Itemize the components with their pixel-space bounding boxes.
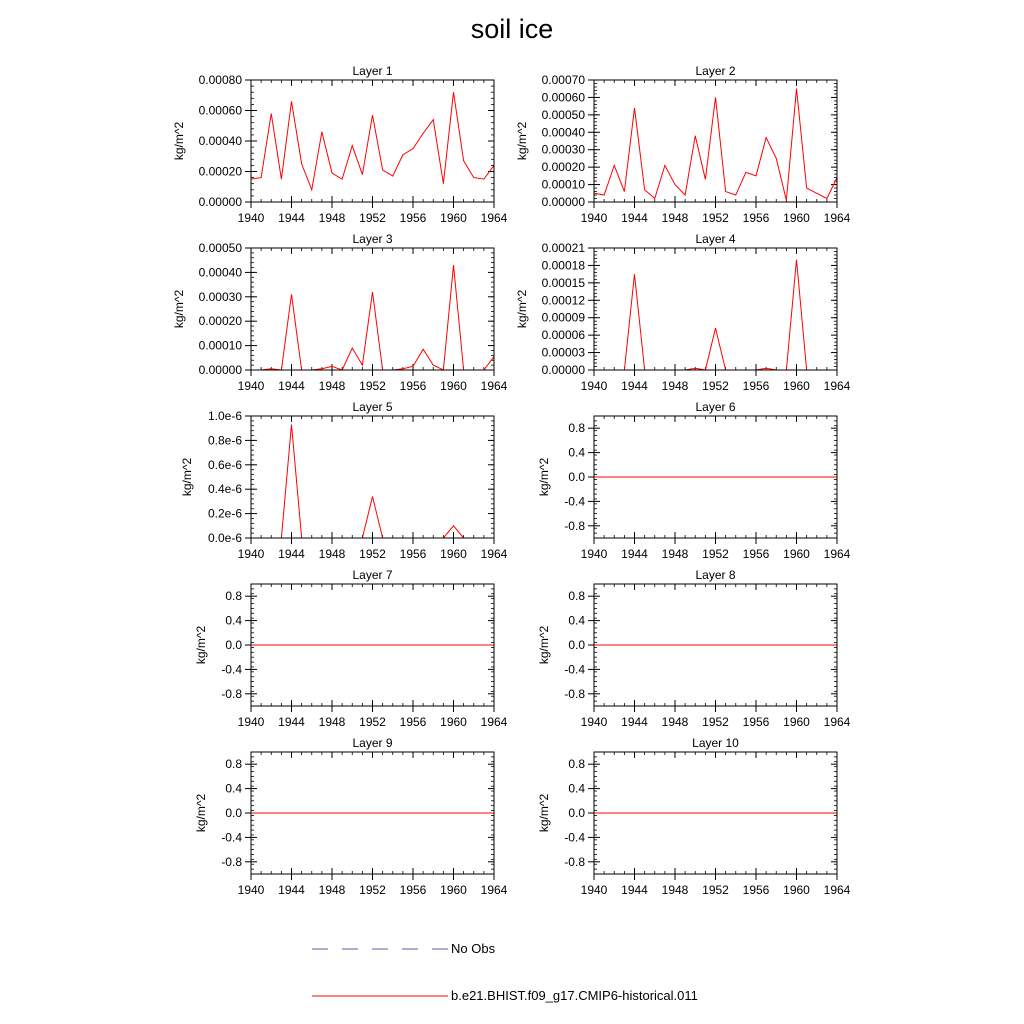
x-tick-label-layer-10: 1964	[823, 883, 851, 897]
legend-label-model: b.e21.BHIST.f09_g17.CMIP6-historical.011	[451, 988, 698, 1003]
y-tick-label-layer-4: 0.00006	[541, 328, 585, 343]
y-tick-label-layer-9: 0.8	[225, 757, 242, 772]
y-tick-label-layer-4: 0.00012	[541, 293, 585, 308]
x-tick-label-layer-1: 1944	[278, 211, 305, 225]
y-axis-label-layer-5: kg/m^2	[180, 457, 194, 497]
x-tick-label-layer-6: 1940	[580, 547, 608, 561]
x-tick-label-layer-9: 1964	[480, 883, 508, 897]
y-tick-label-layer-3: 0.00020	[198, 314, 242, 329]
x-tick-label-layer-3: 1956	[399, 379, 427, 393]
y-tick-label-layer-2: 0.00070	[541, 73, 585, 87]
x-tick-label-layer-9: 1952	[359, 883, 386, 897]
x-tick-label-layer-4: 1964	[823, 379, 851, 393]
legend-label-no-obs: No Obs	[451, 941, 496, 956]
x-tick-label-layer-9: 1940	[237, 883, 265, 897]
y-tick-label-layer-1: 0.00060	[198, 103, 242, 118]
x-tick-label-layer-1: 1964	[480, 211, 508, 225]
y-tick-label-layer-4: 0.00021	[541, 241, 585, 255]
x-tick-label-layer-3: 1960	[440, 379, 467, 393]
series-line-layer-2	[594, 89, 837, 201]
y-tick-label-layer-2: 0.00010	[541, 177, 585, 192]
x-tick-label-layer-2: 1940	[580, 211, 608, 225]
y-axis-label-layer-2: kg/m^2	[515, 121, 529, 161]
y-tick-label-layer-3: 0.00040	[198, 265, 242, 280]
series-line-layer-1	[251, 92, 494, 190]
x-tick-label-layer-9: 1944	[278, 883, 305, 897]
y-tick-label-layer-7: 0.8	[225, 589, 242, 604]
x-tick-label-layer-2: 1948	[661, 211, 689, 225]
y-tick-label-layer-2: 0.00030	[541, 142, 585, 157]
panel-title-layer-10: Layer 10	[692, 736, 739, 750]
panel-title-layer-8: Layer 8	[695, 568, 736, 582]
chart-panel-layer-7	[194, 568, 508, 729]
x-tick-label-layer-10: 1944	[621, 883, 648, 897]
y-tick-label-layer-9: 0.0	[225, 806, 242, 820]
chart-panel-layer-9	[194, 736, 508, 897]
y-axis-label-layer-1: kg/m^2	[172, 121, 186, 161]
x-tick-label-layer-10: 1940	[580, 883, 608, 897]
x-tick-label-layer-9: 1960	[440, 883, 467, 897]
x-tick-label-layer-5: 1952	[359, 547, 386, 561]
y-tick-label-layer-6: 0.8	[568, 421, 585, 436]
y-axis-label-layer-8: kg/m^2	[537, 625, 551, 665]
x-tick-label-layer-2: 1956	[742, 211, 770, 225]
y-axis-label-layer-6: kg/m^2	[537, 457, 551, 497]
y-tick-label-layer-9: 0.4	[225, 781, 242, 796]
x-tick-label-layer-7: 1956	[399, 715, 427, 729]
y-tick-label-layer-3: 0.00000	[198, 363, 242, 377]
x-tick-label-layer-8: 1952	[702, 715, 729, 729]
y-tick-label-layer-1: 0.00040	[198, 134, 242, 148]
y-axis-label-layer-10: kg/m^2	[537, 793, 551, 833]
x-tick-label-layer-3: 1944	[278, 379, 305, 393]
x-tick-label-layer-4: 1960	[783, 379, 810, 393]
x-tick-label-layer-8: 1964	[823, 715, 851, 729]
x-tick-label-layer-4: 1956	[742, 379, 770, 393]
y-tick-label-layer-1: 0.00080	[198, 73, 242, 87]
x-tick-label-layer-1: 1952	[359, 211, 386, 225]
y-tick-label-layer-1: 0.00020	[198, 164, 242, 179]
y-tick-label-layer-2: 0.00040	[541, 125, 585, 140]
x-tick-label-layer-6: 1960	[783, 547, 810, 561]
x-tick-label-layer-5: 1940	[237, 547, 265, 561]
y-tick-label-layer-10: -0.8	[564, 854, 585, 869]
y-tick-label-layer-8: -0.4	[564, 662, 585, 677]
y-tick-label-layer-2: 0.00060	[541, 90, 585, 105]
y-axis-label-layer-9: kg/m^2	[194, 793, 208, 833]
x-tick-label-layer-3: 1948	[318, 379, 346, 393]
y-tick-label-layer-7: -0.8	[221, 686, 242, 701]
plot-frame-layer-1	[251, 80, 494, 202]
y-tick-label-layer-8: 0.4	[568, 613, 585, 628]
chart-panel-layer-10	[537, 736, 851, 897]
y-tick-label-layer-10: 0.0	[568, 806, 585, 820]
series-line-layer-3	[251, 265, 494, 370]
figure-title: soil ice	[470, 14, 554, 44]
x-tick-label-layer-7: 1944	[278, 715, 305, 729]
chart-panel-layer-1	[172, 64, 508, 225]
x-tick-label-layer-3: 1952	[359, 379, 386, 393]
y-tick-label-layer-8: 0.8	[568, 589, 585, 604]
chart-panel-layer-5	[180, 400, 508, 561]
x-tick-label-layer-6: 1948	[661, 547, 689, 561]
x-tick-label-layer-5: 1944	[278, 547, 305, 561]
y-tick-label-layer-10: 0.4	[568, 781, 585, 796]
chart-panel-layer-4	[515, 232, 851, 393]
y-tick-label-layer-9: -0.4	[221, 830, 242, 845]
x-tick-label-layer-5: 1956	[399, 547, 427, 561]
x-tick-label-layer-2: 1964	[823, 211, 851, 225]
y-tick-label-layer-10: 0.8	[568, 757, 585, 772]
x-tick-label-layer-1: 1960	[440, 211, 467, 225]
panel-title-layer-1: Layer 1	[352, 64, 393, 78]
y-tick-label-layer-8: -0.8	[564, 686, 585, 701]
x-tick-label-layer-6: 1944	[621, 547, 648, 561]
x-tick-label-layer-2: 1944	[621, 211, 648, 225]
y-axis-label-layer-7: kg/m^2	[194, 625, 208, 665]
x-tick-label-layer-4: 1944	[621, 379, 648, 393]
x-tick-label-layer-5: 1964	[480, 547, 508, 561]
x-tick-label-layer-1: 1940	[237, 211, 265, 225]
y-tick-label-layer-6: -0.8	[564, 518, 585, 533]
x-tick-label-layer-7: 1952	[359, 715, 386, 729]
y-axis-label-layer-3: kg/m^2	[172, 289, 186, 329]
x-tick-label-layer-3: 1964	[480, 379, 508, 393]
chart-panel-layer-2	[515, 64, 851, 225]
x-tick-label-layer-1: 1956	[399, 211, 427, 225]
y-tick-label-layer-7: -0.4	[221, 662, 242, 677]
x-tick-label-layer-9: 1948	[318, 883, 346, 897]
panel-title-layer-6: Layer 6	[695, 400, 736, 414]
panel-title-layer-4: Layer 4	[695, 232, 736, 246]
x-tick-label-layer-5: 1960	[440, 547, 467, 561]
x-tick-label-layer-5: 1948	[318, 547, 346, 561]
y-tick-label-layer-2: 0.00000	[541, 195, 585, 209]
series-line-layer-4	[594, 260, 837, 370]
x-tick-label-layer-1: 1948	[318, 211, 346, 225]
y-tick-label-layer-6: 0.4	[568, 445, 585, 460]
y-tick-label-layer-5: 0.6e-6	[207, 457, 242, 472]
panel-title-layer-9: Layer 9	[352, 736, 393, 750]
x-tick-label-layer-8: 1940	[580, 715, 608, 729]
y-tick-label-layer-2: 0.00050	[541, 107, 585, 122]
chart-panel-layer-3	[172, 232, 508, 393]
x-tick-label-layer-10: 1952	[702, 883, 729, 897]
x-tick-label-layer-6: 1952	[702, 547, 729, 561]
y-tick-label-layer-6: -0.4	[564, 494, 585, 509]
x-tick-label-layer-9: 1956	[399, 883, 427, 897]
y-tick-label-layer-4: 0.00000	[541, 363, 585, 377]
series-line-layer-5	[251, 425, 494, 538]
panel-title-layer-3: Layer 3	[352, 232, 393, 246]
y-tick-label-layer-4: 0.00015	[541, 275, 585, 290]
chart-panel-layer-8	[537, 568, 851, 729]
x-tick-label-layer-4: 1952	[702, 379, 729, 393]
x-tick-label-layer-7: 1940	[237, 715, 265, 729]
y-tick-label-layer-7: 0.0	[225, 638, 242, 652]
y-tick-label-layer-2: 0.00020	[541, 160, 585, 175]
y-tick-label-layer-3: 0.00010	[198, 338, 242, 353]
x-tick-label-layer-10: 1960	[783, 883, 810, 897]
x-tick-label-layer-4: 1948	[661, 379, 689, 393]
y-tick-label-layer-4: 0.00003	[541, 345, 585, 360]
y-tick-label-layer-5: 0.4e-6	[207, 482, 242, 497]
panel-title-layer-7: Layer 7	[352, 568, 393, 582]
panel-title-layer-2: Layer 2	[695, 64, 736, 78]
x-tick-label-layer-7: 1960	[440, 715, 467, 729]
y-tick-label-layer-5: 0.0e-6	[207, 531, 242, 545]
x-tick-label-layer-8: 1944	[621, 715, 648, 729]
x-tick-label-layer-10: 1956	[742, 883, 770, 897]
x-tick-label-layer-8: 1948	[661, 715, 689, 729]
x-tick-label-layer-3: 1940	[237, 379, 265, 393]
y-tick-label-layer-5: 0.8e-6	[207, 433, 242, 448]
y-tick-label-layer-8: 0.0	[568, 638, 585, 652]
x-tick-label-layer-2: 1960	[783, 211, 810, 225]
x-tick-label-layer-6: 1956	[742, 547, 770, 561]
y-tick-label-layer-9: -0.8	[221, 854, 242, 869]
x-tick-label-layer-4: 1940	[580, 379, 608, 393]
y-tick-label-layer-3: 0.00050	[198, 241, 242, 255]
x-tick-label-layer-6: 1964	[823, 547, 851, 561]
x-tick-label-layer-8: 1956	[742, 715, 770, 729]
y-tick-label-layer-4: 0.00018	[541, 258, 585, 273]
y-tick-label-layer-10: -0.4	[564, 830, 585, 845]
x-tick-label-layer-10: 1948	[661, 883, 689, 897]
y-axis-label-layer-4: kg/m^2	[515, 289, 529, 329]
panel-title-layer-5: Layer 5	[352, 400, 393, 414]
y-tick-label-layer-3: 0.00030	[198, 289, 242, 304]
x-tick-label-layer-8: 1960	[783, 715, 810, 729]
x-tick-label-layer-7: 1948	[318, 715, 346, 729]
plot-frame-layer-5	[251, 416, 494, 538]
x-tick-label-layer-2: 1952	[702, 211, 729, 225]
y-tick-label-layer-1: 0.00000	[198, 195, 242, 209]
y-tick-label-layer-6: 0.0	[568, 470, 585, 484]
y-tick-label-layer-4: 0.00009	[541, 310, 585, 325]
y-tick-label-layer-7: 0.4	[225, 613, 242, 628]
chart-panel-layer-6	[537, 400, 851, 561]
x-tick-label-layer-7: 1964	[480, 715, 508, 729]
y-tick-label-layer-5: 1.0e-6	[207, 409, 242, 423]
y-tick-label-layer-5: 0.2e-6	[207, 506, 242, 521]
